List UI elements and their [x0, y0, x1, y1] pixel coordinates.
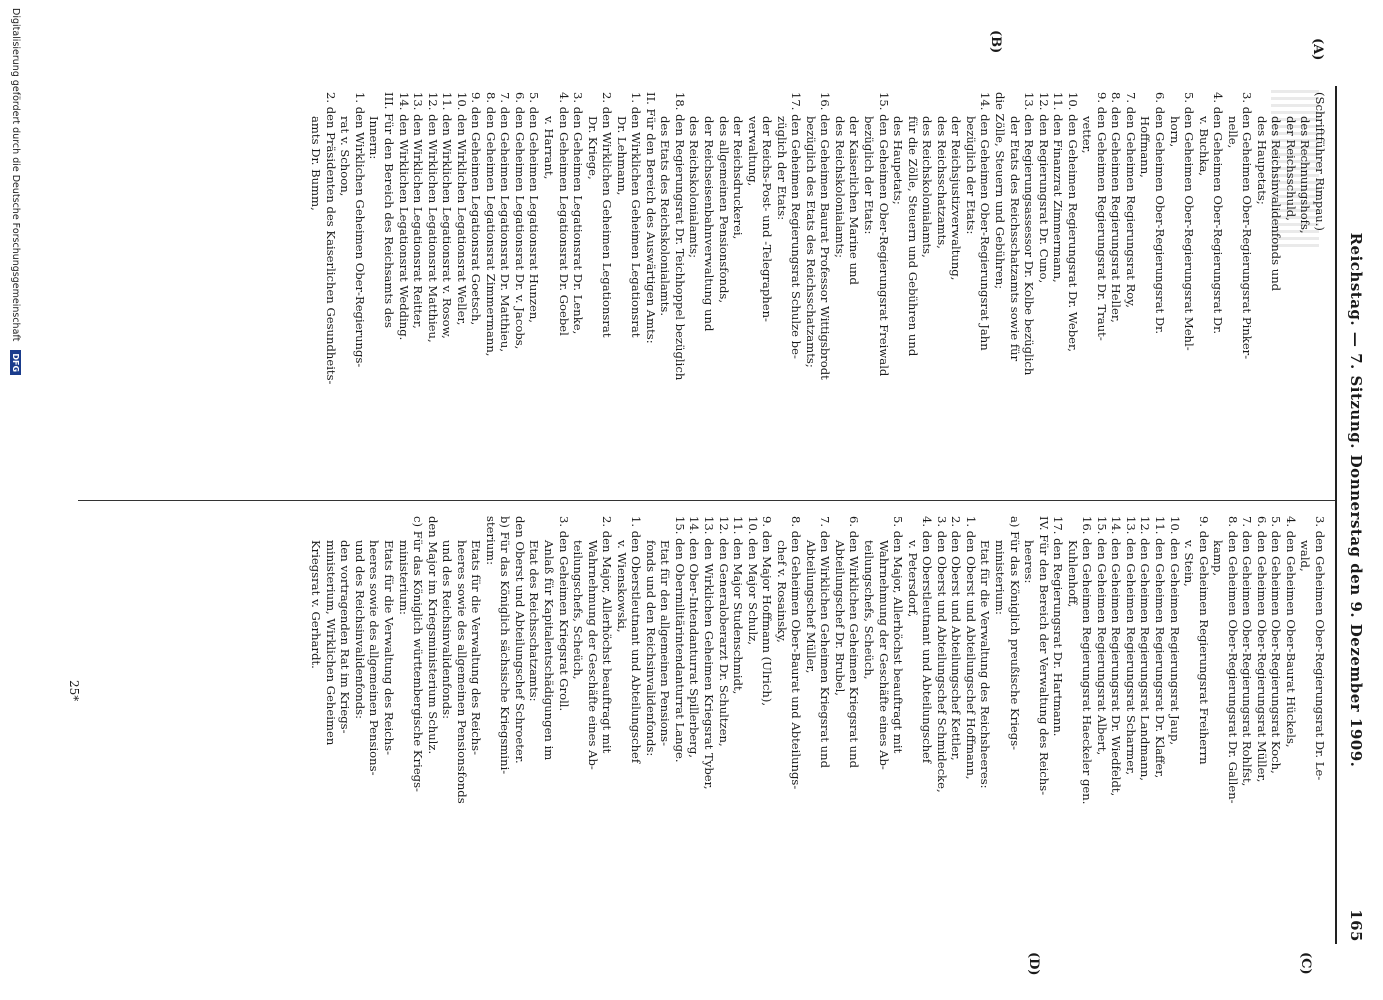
text-line: den Oberst und Abteilungschef Schroeter. — [512, 516, 527, 764]
text-line: sterium: — [483, 516, 498, 566]
text-line: 13. den Geheimen Regierungsrat Scharmer, — [1123, 516, 1138, 776]
text-line: 3. den Geheimen Ober-Regierungsrat Pinker- — [1240, 92, 1255, 360]
text-line: der Etats des Reichsschatzamts sowie für — [1007, 116, 1022, 362]
text-line: 16. den Geheimen Baurat Professor Wittigsbrodt — [818, 92, 833, 380]
text-line: 4. den Geheimen Ober-Baurat Hückels, — [1283, 516, 1298, 748]
text-line: kamp, — [1211, 540, 1226, 577]
text-line: den Major im Kriegsministerium Schulz. — [425, 516, 440, 755]
text-line: 18. den Regierungsrat Dr. Teichhoppel bezüglich — [672, 92, 687, 381]
text-line: 17. den Geheimen Regierungsrat Schulze be- — [789, 92, 804, 359]
text-line: 14. den Geheimen Regierungsrat Dr. Wiedfeldt, — [1109, 516, 1124, 797]
text-line: 15. den Geheimen Regierungsrat Albert, — [1094, 516, 1109, 756]
text-line: Etat des Reichsschatzamts: — [527, 540, 542, 702]
text-line: Kriegsrat v. Gerhardt. — [309, 540, 324, 669]
text-line: Hoffmann, — [1138, 116, 1153, 178]
text-line: der Reichs-Post- und -Telegraphen- — [760, 116, 775, 322]
text-line: des Reichskolonialamts; — [832, 116, 847, 259]
text-line: III. Für den Bereich des Reichsamts des — [382, 92, 396, 328]
text-line: 10. den Geheimen Regierungsrat Dr. Weber, — [1065, 92, 1080, 352]
text-line: und des Reichsinvalidenfonds: — [352, 540, 367, 719]
text-line: 11. den Major Studenschmidt, — [731, 516, 746, 695]
text-line: II. Für den Bereich des Auswärtigen Amts: — [643, 92, 658, 344]
text-line: verwaltung, — [745, 116, 760, 187]
text-line: Etat für die Verwaltung des Reichsheeres: — [978, 540, 993, 789]
text-line: ministerium: — [396, 540, 411, 615]
text-line: der Reichsdruckerei, — [731, 116, 746, 240]
margin-mark-b: (B) — [988, 30, 1003, 54]
text-line: v. Petersdorf, — [905, 540, 920, 618]
text-line: 6. den Geheimen Ober-Regierungsrat Dr. — [1152, 92, 1167, 335]
text-line: c) Für das Königlich württembergische Kriegs- — [411, 516, 426, 792]
text-line: heeres sowie des allgemeinen Pensionsfonds — [454, 540, 469, 804]
text-line: Etats für die Verwaltung des Reichs- — [382, 540, 396, 755]
text-line: des Rechnungshofs, — [1298, 116, 1313, 234]
margin-mark-a: (A) — [1310, 38, 1325, 61]
text-line: 8. den Geheimen Ober-Baurat und Abteilungs- — [789, 516, 804, 790]
text-line: 14. den Wirklichen Legationsrat Wedding. — [396, 92, 411, 341]
text-line: den vortragenden Rat im Kriegs- — [338, 540, 353, 734]
text-line: Etat für den allgemeinen Pensions- — [658, 540, 673, 747]
text-line: v. Buchka, — [1196, 116, 1211, 177]
text-line: ministerium, Wirklichen Geheimen — [323, 540, 338, 746]
text-line: 14. den Geheimen Ober-Regierungsrat Jahn — [978, 92, 993, 351]
text-line: v. Stein, — [1182, 540, 1197, 587]
header-rule — [1335, 86, 1337, 944]
text-line: 1. den Wirklichen Geheimen Legationsrat — [629, 92, 644, 338]
right-text-column — [309, 516, 1327, 916]
margin-mark-c: (C) — [1298, 952, 1313, 975]
text-line: des Haupetats; — [1254, 116, 1269, 205]
text-line: des Reichsinvalidenfonds und — [1269, 116, 1284, 292]
text-line: 9. den Major Hoffmann (Ulrich), — [760, 516, 775, 707]
text-line: 9. den Geheimen Regierungsrat Freiherrn — [1196, 516, 1211, 765]
text-line: 3. den Geheimen Ober-Regierungsrat Dr. Le- — [1313, 516, 1327, 781]
text-line: 13. den Wirklichen Legationsrat Reitter, — [411, 92, 426, 329]
text-line: 16. den Geheimen Regierungsrat Haeckeler gen. — [1080, 516, 1095, 805]
text-line: rat v. Schoon, — [338, 116, 353, 197]
text-line: bezüglich der Etats: — [963, 116, 978, 235]
text-line: Abteilungschef Müller, — [803, 540, 818, 674]
text-line: Etats für die Verwaltung des Reichs- — [469, 540, 484, 755]
signature-mark: 25* — [67, 680, 81, 702]
text-line: 15. den Obermilitärintendanturrat Lange. — [672, 516, 687, 763]
text-line: 4. den Oberstleutnant und Abteilungschef — [920, 516, 935, 764]
text-line: 6. den Geheimen Legationsrat Dr. v. Jacobs, — [512, 92, 527, 350]
text-line: 13. den Wirklichen Geheimen Kriegsrat Tyber, — [702, 516, 717, 790]
text-line: Abteilungschef Dr. Brubel, — [832, 540, 847, 696]
text-line: der Reichseisenbahnverwaltung und — [702, 116, 717, 332]
text-line: 9. den Geheimen Regierungsrat Dr. Traut- — [1094, 92, 1109, 341]
text-line: teilungschefs, Scheüch, — [862, 540, 877, 680]
text-line: 1. den Oberstleutnant und Abteilungschef — [629, 516, 644, 764]
text-line: 12. den Geheimen Regierungsrat Landmann, — [1138, 516, 1153, 781]
text-line: 5. den Geheimen Legationsrat Hunzen, — [527, 92, 542, 323]
text-line: 2. den Major, Allerhöchst beauftragt mit — [600, 516, 615, 754]
text-line: b) Für das Königlich sächsische Kriegsmini- — [498, 516, 513, 775]
text-line: 4. den Geheimen Legationsrat Dr. Goebel — [556, 92, 571, 336]
text-line: IV. Für den Bereich der Verwaltung des Reichs- — [1036, 516, 1051, 796]
text-line: v. Wienskowski, — [614, 540, 629, 633]
text-line: 17. den Regierungsrat Dr. Hartmann. — [1051, 516, 1066, 737]
text-line: bezüglich der Etats: — [862, 116, 877, 235]
text-line: des Etats des Reichskolonialamts. — [658, 116, 673, 317]
margin-mark-d: (D) — [1026, 952, 1041, 976]
text-line: chef v. Rosainsky, — [774, 540, 789, 643]
text-line: 7. den Wirklichen Geheimen Kriegsrat und — [818, 516, 833, 769]
text-line: 12. den Regierungsrat Dr. Cuno, — [1036, 92, 1051, 284]
text-line: 15. den Geheimen Ober-Regierungsrat Freiwald — [876, 92, 891, 377]
text-line: 2. den Präsidenten des Kaiserlichen Gesundheits- — [323, 92, 338, 385]
text-line: 7. den Geheimen Regierungsrat Roy, — [1123, 92, 1138, 308]
text-line: vetter, — [1080, 116, 1095, 154]
text-line: 8. den Geheimen Ober-Regierungsrat Dr. Gallen- — [1225, 516, 1240, 804]
digitization-note: Digitalisierung gefördert durch die Deutsche Forschungsgemeinschaft — [10, 8, 21, 342]
text-line: 11. den Finanzrat Zimmermann, — [1051, 92, 1066, 283]
text-line: 11. den Wirklichen Legationsrat v. Rosow, — [440, 92, 455, 339]
text-line: des Haupetats; — [891, 116, 906, 205]
text-line: züglich der Etats: — [774, 116, 789, 221]
text-line: des Reichsschatzamts, — [934, 116, 949, 249]
text-line: der Reichsschuld, — [1283, 116, 1298, 221]
text-line: 7. den Geheimen Legationsrat Dr. Matthieu, — [498, 92, 513, 353]
text-line: 3. den Oberst und Abteilungschef Schmidecke, — [934, 516, 949, 793]
text-line: (Schriftführer Rimpau.) — [1313, 92, 1327, 231]
page-header-title: Reichstag. — 7. Sitzung. Donnerstag den 9. Dezember 1909. — [1347, 232, 1365, 768]
text-line: wald, — [1298, 540, 1313, 572]
text-line: heeres: — [1022, 540, 1037, 584]
text-line: teilungschefs, Scheüch, — [571, 540, 586, 680]
text-line: 10. den Major Schulz, — [745, 516, 760, 646]
text-line: des allgemeinen Pensionsfonds, — [716, 116, 731, 304]
text-line: 2. den Oberst und Abteilungschef Kettler, — [949, 516, 964, 761]
text-line: Wahrnehmung der Geschäfte eines Ab- — [585, 540, 600, 770]
text-line: 8. den Geheimen Legationsrat Zimmermann, — [483, 92, 498, 357]
text-line: 12. den Wirklichen Legationsrat Matthieu, — [425, 92, 440, 343]
text-line: ministerium: — [992, 540, 1007, 615]
text-line: 5. den Major, Allerhöchst beauftragt mit — [891, 516, 906, 754]
text-line: v. Harrant, — [542, 116, 557, 180]
text-line: 8. den Geheimen Regierungsrat Heller, — [1109, 92, 1124, 323]
text-line: 4. den Geheimen Ober-Regierungsrat Dr. — [1211, 92, 1226, 335]
text-line: 9. den Geheimen Legationsrat Goetsch, — [469, 92, 484, 326]
text-line: 5. den Geheimen Ober-Regierungsrat Koch, — [1269, 516, 1284, 774]
text-line: Innern: — [367, 116, 382, 160]
text-line: 7. den Geheimen Ober-Regierungsrat Rohlfst, — [1240, 516, 1255, 787]
text-line: die Zölle, Steuern und Gebühren; — [992, 92, 1007, 290]
text-line: 13. den Regierungsassessor Dr. Kolbe bezüglich — [1022, 92, 1037, 376]
text-line: 12. den Generaloberarzt Dr. Schultzen, — [716, 516, 731, 747]
text-line: 1. den Oberst und Abteilungschef Hoffmann, — [963, 516, 978, 780]
text-line: Wahrnehmung der Geschäfte eines Ab- — [876, 540, 891, 770]
text-line: horn, — [1167, 116, 1182, 148]
text-line: 6. den Geheimen Ober-Regierungsrat Müller, — [1254, 516, 1269, 783]
text-line: Kuhlenhoff, — [1065, 540, 1080, 608]
text-line: 10. den Wirklichen Legationsrat Weller, — [454, 92, 469, 326]
text-line: fonds und den Reichsinvalidenfonds: — [643, 540, 658, 757]
digitization-credit — [10, 0, 21, 1000]
text-line: für die Zölle, Steuern und Gebühren und — [905, 116, 920, 357]
column-divider — [78, 500, 1335, 501]
text-line: Anlaß für Kapitalentschädigungen im — [542, 540, 557, 761]
text-line: heeres sowie des allgemeinen Pensions- — [367, 540, 382, 776]
text-line: und des Reichsinvalidenfonds: — [440, 540, 455, 719]
text-line: 3. den Geheimen Kriegsrat Groll. — [556, 516, 571, 712]
text-line: des Reichskolonialamts, — [920, 116, 935, 258]
page-number: 165 — [1347, 909, 1365, 942]
left-text-column — [309, 92, 1327, 492]
text-line: Dr. Lehmann, — [614, 116, 629, 196]
text-line: 10. den Geheimen Regierungsrat Jaup, — [1167, 516, 1182, 746]
text-line: a) Für das Königlich preußische Kriegs- — [1007, 516, 1022, 751]
text-line: Dr. Kriege, — [585, 116, 600, 180]
text-line: 11. den Geheimen Regierungsrat Dr. Klaffer, — [1152, 516, 1167, 779]
text-line: amts Dr. Bumm, — [309, 116, 324, 211]
text-line: der Reichsjustizverwaltung, — [949, 116, 964, 281]
text-line: 1. den Wirklichen Geheimen Ober-Regierungs- — [352, 92, 367, 368]
dfg-logo: DFG — [10, 350, 21, 375]
text-line: 6. den Wirklichen Geheimen Kriegsrat und — [847, 516, 862, 769]
text-line: 14. den Ober-Intendanturrat Spillerberg, — [687, 516, 702, 758]
text-line: 3. den Geheimen Legationsrat Dr. Lenke, — [571, 92, 586, 335]
text-line: bezüglich des Etats des Reichsschatzamts; — [803, 116, 818, 368]
text-line: 5. den Geheimen Ober-Regierungsrat Mehl- — [1182, 92, 1197, 351]
text-line: nelle, — [1225, 116, 1240, 149]
text-line: des Reichskolonialamts; — [687, 116, 702, 259]
text-line: 2. den Wirklichen Geheimen Legationsrat — [600, 92, 615, 338]
text-line: der Kaiserlichen Marine und — [847, 116, 862, 285]
